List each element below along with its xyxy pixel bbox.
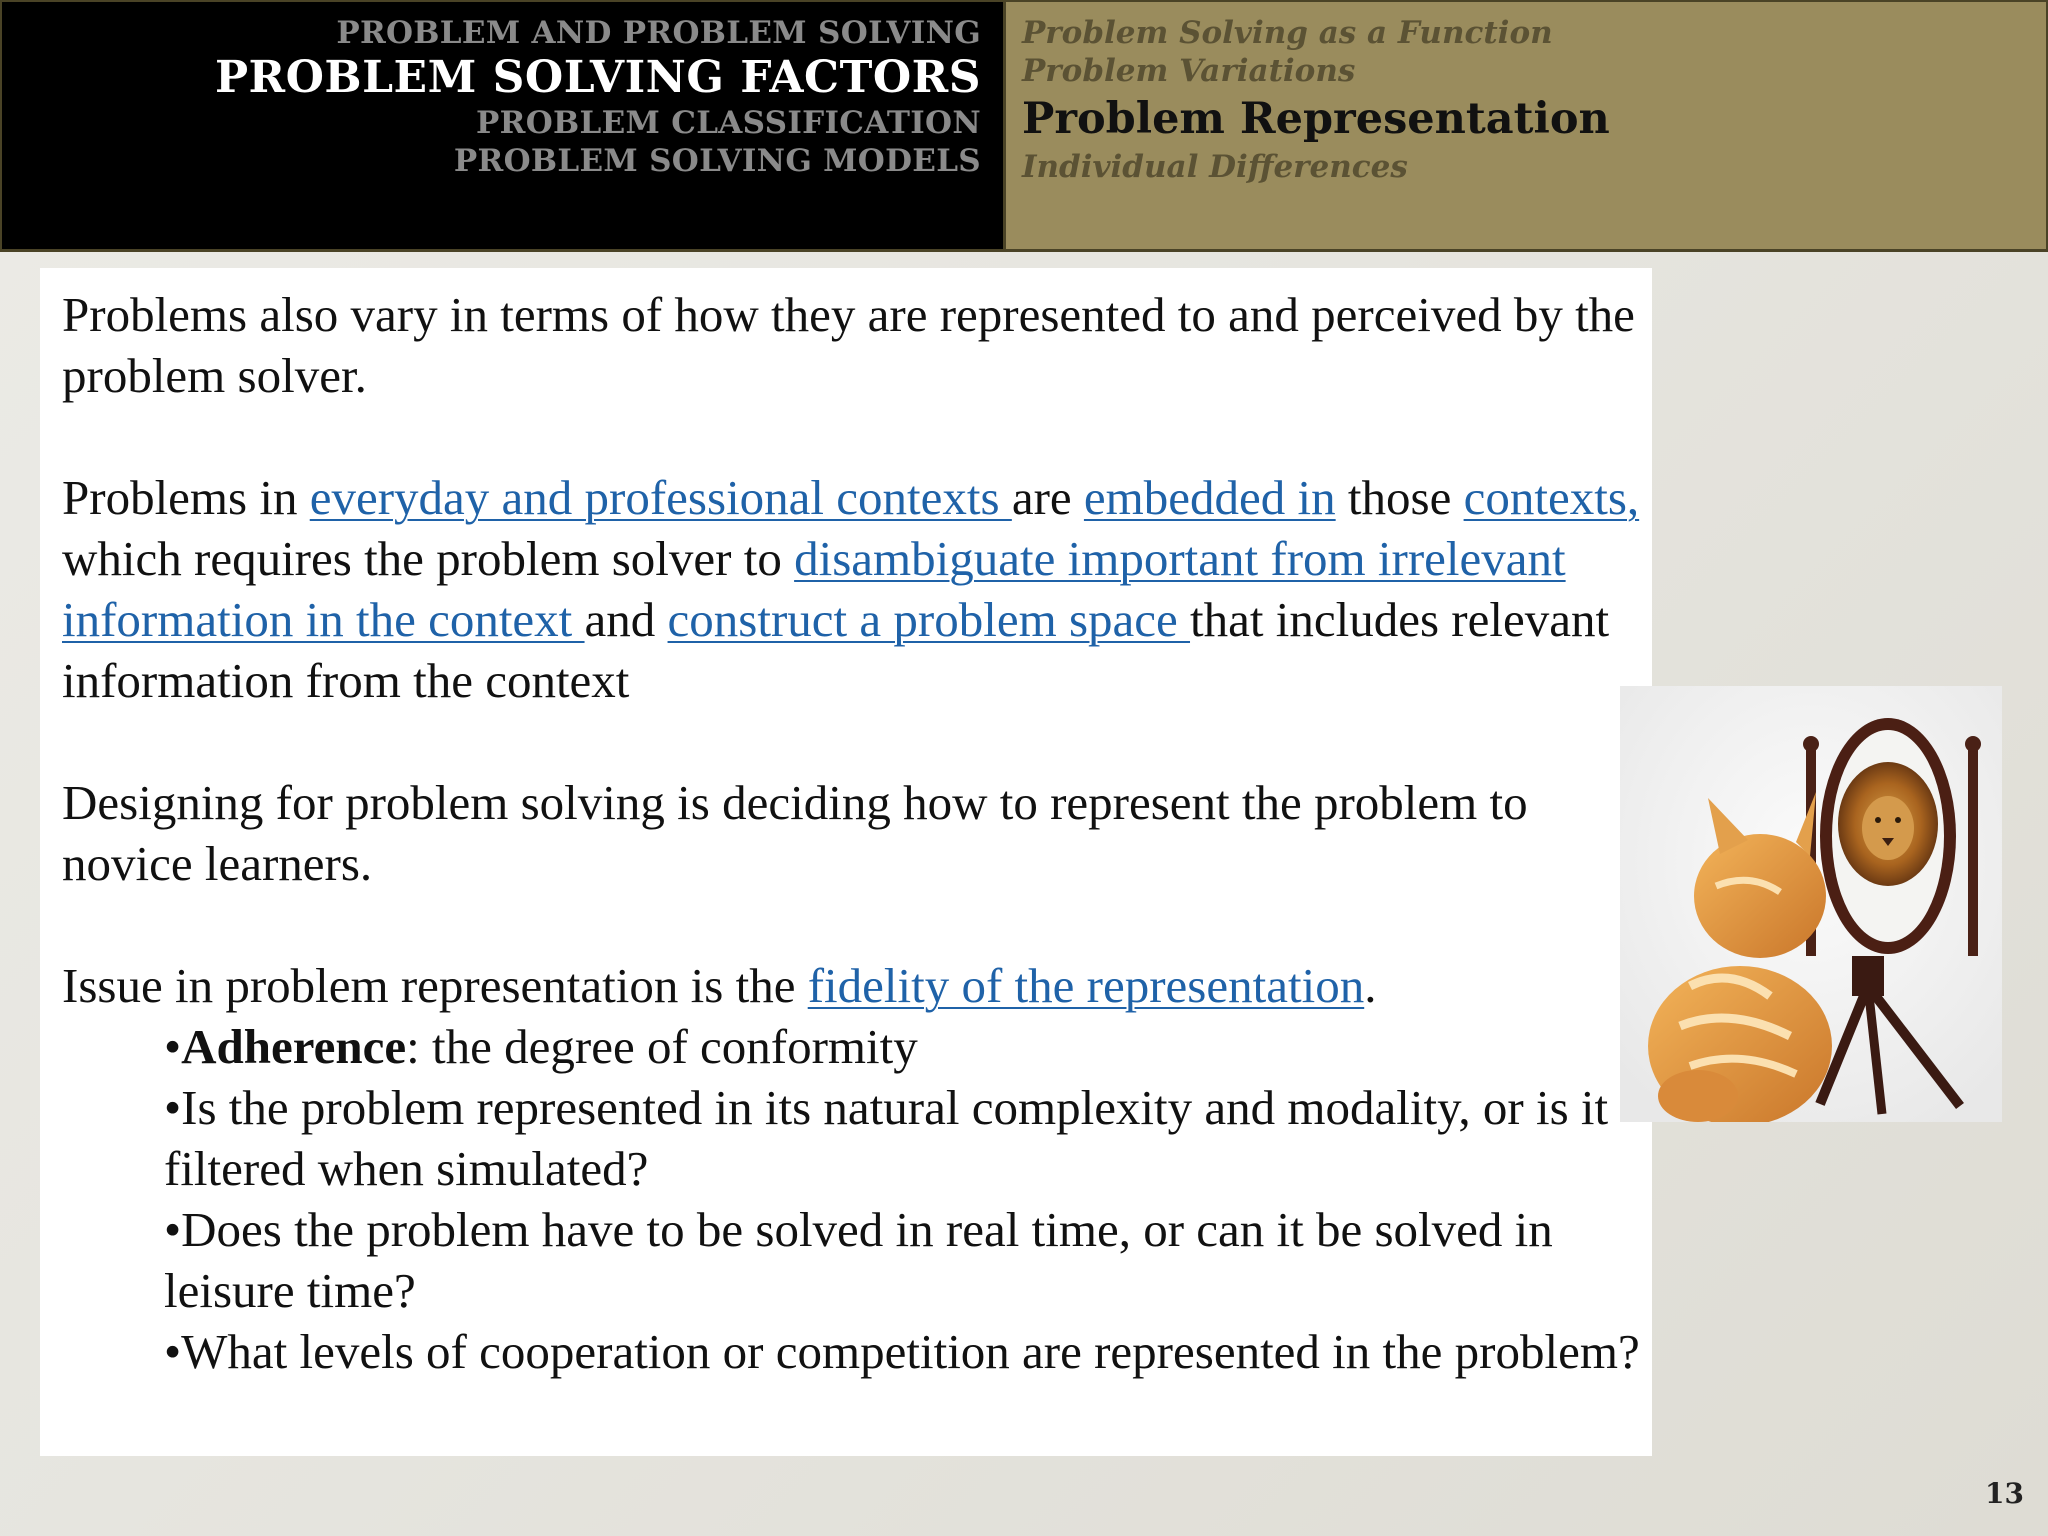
link-fidelity-of-representation[interactable]: fidelity of the representation (807, 958, 1365, 1013)
text-span: and (584, 592, 668, 647)
bullet-list (62, 1016, 1652, 1382)
section-nav (2, 2, 1006, 249)
kitten-mirror-lion-illustration (1620, 686, 2002, 1122)
bullet-item-complexity (164, 1077, 1652, 1199)
text-span: that includes relevant information from the context (62, 592, 1610, 708)
link-disambiguate[interactable]: disambiguate important from irrelevant information in the context (62, 531, 1566, 647)
text-span: Issue in problem representation is the (62, 958, 808, 1013)
subnav-item-problem-solving-as-a-function[interactable]: Problem Solving as a Function (1022, 15, 1553, 51)
nav-item-problem-classification[interactable]: PROBLEM CLASSIFICATION (476, 105, 981, 141)
nav-item-problem-solving-factors[interactable]: PROBLEM SOLVING FACTORS (214, 52, 981, 103)
bullet-text: Is the problem represented in its natural complexity and modality, or is it filtered when simulated? (164, 1080, 1609, 1196)
bullet-text: : the degree of conformity (406, 1019, 918, 1074)
bullet-marker: • (164, 1080, 182, 1135)
spacer (62, 894, 1652, 955)
kitten-head (1694, 834, 1826, 958)
bullet-item-adherence (164, 1016, 1652, 1077)
bullet-text: Does the problem have to be solved in real time, or can it be solved in leisure time? (164, 1202, 1553, 1318)
link-contexts[interactable]: contexts, (1463, 470, 1640, 525)
spacer (62, 711, 1652, 772)
paragraph-designing: Designing for problem solving is deciding how to represent the problem to novice learners. (62, 775, 1528, 891)
bullet-marker: • (164, 1324, 182, 1379)
paragraph-intro: Problems also vary in terms of how they are represented to and perceived by the problem solver. (62, 287, 1635, 403)
bullet-item-real-time (164, 1199, 1652, 1321)
link-everyday-professional-contexts[interactable]: everyday and professional contexts (309, 470, 1012, 525)
spacer (62, 406, 1652, 467)
link-embedded-in[interactable]: embedded in (1083, 470, 1336, 525)
subnav-item-individual-differences[interactable]: Individual Differences (1022, 149, 1408, 185)
slide-body (40, 268, 1652, 1456)
bullet-marker: • (164, 1019, 182, 1074)
lion-face (1862, 796, 1914, 860)
nav-item-problem-solving-models[interactable]: PROBLEM SOLVING MODELS (453, 143, 981, 179)
nav-item-problem-and-problem-solving[interactable]: PROBLEM AND PROBLEM SOLVING (336, 15, 981, 51)
paragraph-issue (62, 955, 1652, 1016)
text-span: . (1364, 958, 1377, 1013)
link-construct-problem-space[interactable]: construct a problem space (667, 592, 1191, 647)
subsection-nav (1006, 2, 2046, 249)
bullet-marker: • (164, 1202, 182, 1257)
text-span: which requires the problem solver to (62, 531, 795, 586)
bullet-term: Adherence (181, 1019, 407, 1074)
bullet-item-cooperation (164, 1321, 1652, 1382)
slide-header (0, 0, 2048, 252)
text-span: those (1335, 470, 1464, 525)
paragraph-contexts (62, 467, 1652, 711)
text-span: Problems in (62, 470, 310, 525)
subnav-item-problem-representation[interactable]: Problem Representation (1022, 94, 1610, 144)
bullet-text: What levels of cooperation or competition are represented in the problem? (181, 1324, 1640, 1379)
page-number: 13 (1985, 1477, 2024, 1510)
subnav-item-problem-variations[interactable]: Problem Variations (1022, 53, 1356, 89)
text-span: are (1011, 470, 1084, 525)
